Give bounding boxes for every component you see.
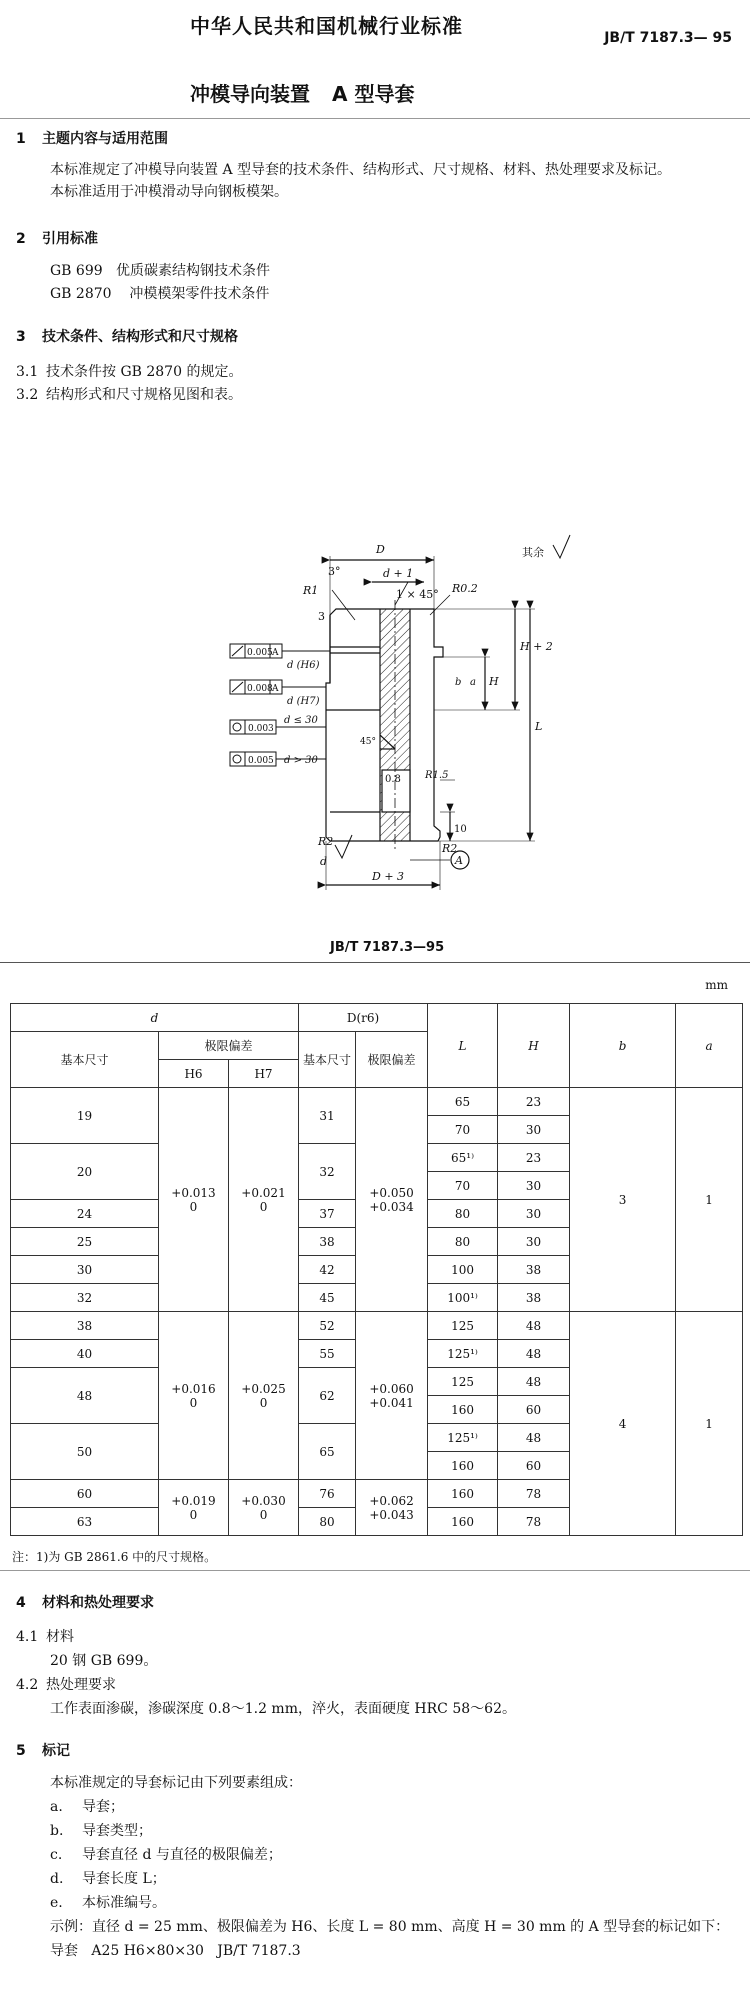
- cell-L: 125¹⁾: [428, 1340, 498, 1368]
- dim-R0-2: R0.2: [452, 582, 478, 595]
- clause-number: 3.1: [16, 364, 39, 380]
- cell-H6-group2: +0.016 0: [159, 1312, 229, 1480]
- section-5-heading: [16, 1740, 70, 1760]
- cell-D: 52: [299, 1312, 356, 1340]
- clause-text: 结构形式和尺寸规格见图和表。: [46, 387, 242, 403]
- cell-d: 40: [11, 1340, 159, 1368]
- reference-gb699: GB 699 优质碳素结构钢技术条件: [50, 263, 270, 279]
- item-text: 本标准编号。: [82, 1895, 166, 1911]
- cell-H: 48: [498, 1368, 570, 1396]
- table-note: 注：1)为 GB 2861.6 中的尺寸规格。: [12, 1550, 217, 1564]
- clause-text: 技术条件按 GB 2870 的规定。: [46, 364, 243, 380]
- standard-header-title: 中华人民共和国机械行业标准: [190, 14, 463, 38]
- section-number: 5: [16, 1743, 26, 1759]
- cell-H: 30: [498, 1200, 570, 1228]
- cell-L: 80: [428, 1200, 498, 1228]
- cell-L: 80: [428, 1228, 498, 1256]
- marking-intro: 本标准规定的导套标记由下列要素组成：: [50, 1775, 302, 1791]
- cell-H: 78: [498, 1508, 570, 1536]
- roughness-rest-label: 其余: [522, 546, 544, 559]
- marking-item: [50, 1892, 166, 1914]
- marking-example: 示例：直径 d = 25 mm、极限偏差为 H6、长度 L = 80 mm、高度 H = 30 mm 的 A 型导套的标记如下：: [50, 1919, 730, 1935]
- heat-treatment-spec: 工作表面渗碳，渗碳深度 0.8～1.2 mm，淬火，表面硬度 HRC 58～62。: [50, 1701, 516, 1717]
- dim-chamfer: 1 × 45°: [396, 588, 439, 601]
- tol-value-3: 0.003: [248, 724, 274, 734]
- header-a: a: [676, 1004, 743, 1088]
- cell-D: 38: [299, 1228, 356, 1256]
- section-1-para-1: 本标准规定了冲模导向装置 A 型导套的技术条件、结构形式、尺寸规格、材料、热处理要求及标记。: [50, 162, 672, 178]
- item-key: e.: [50, 1895, 63, 1911]
- cell-H: 23: [498, 1088, 570, 1116]
- item-text: 导套长度 L；: [82, 1871, 166, 1887]
- item-text: 导套类型；: [82, 1823, 152, 1839]
- marking-item: [50, 1820, 152, 1842]
- cell-L: 125: [428, 1368, 498, 1396]
- cell-Dlim-group3: +0.062 +0.043: [356, 1480, 428, 1536]
- dim-d-plus-1: d + 1: [383, 567, 414, 580]
- note-divider: [0, 1570, 750, 1571]
- section-title: 材料和热处理要求: [42, 1595, 154, 1611]
- section-number: 3: [16, 329, 26, 345]
- dim-R2-right: R2: [442, 842, 458, 855]
- section-title: 标记: [42, 1743, 70, 1759]
- cell-D: 37: [299, 1200, 356, 1228]
- cell-H: 30: [498, 1228, 570, 1256]
- item-key: a.: [50, 1799, 63, 1815]
- section-title: 主题内容与适用范围: [42, 131, 168, 147]
- table-title: JB/T 7187.3—95: [330, 940, 445, 955]
- cell-D: 62: [299, 1368, 356, 1424]
- cell-H: 60: [498, 1452, 570, 1480]
- tol-datum-2: A: [272, 684, 279, 694]
- tol-datum-1: A: [272, 648, 279, 658]
- dim-0-8: 0.8: [385, 774, 401, 785]
- section-2-heading: [16, 228, 98, 248]
- cell-d: 24: [11, 1200, 159, 1228]
- dim-R1: R1: [303, 584, 319, 597]
- label-d-gt-30: d > 30: [284, 755, 318, 766]
- cell-H: 78: [498, 1480, 570, 1508]
- clause-number: 4.2: [16, 1677, 39, 1693]
- cell-d: 19: [11, 1088, 159, 1144]
- item-key: b.: [50, 1823, 64, 1839]
- section-4-heading: [16, 1592, 154, 1612]
- clause-number: 3.2: [16, 387, 39, 403]
- clause-text: 热处理要求: [46, 1677, 116, 1693]
- marking-designation: 导套 A25 H6×80×30 JB/T 7187.3: [50, 1943, 301, 1959]
- cell-d: 63: [11, 1508, 159, 1536]
- cell-L: 160: [428, 1480, 498, 1508]
- dimension-table: [10, 1003, 743, 1536]
- section-1-para-2: 本标准适用于冲模滑动导向钢板模架。: [50, 184, 288, 200]
- header-D-basic-size: 基本尺寸: [299, 1032, 356, 1088]
- clause-4-1: [16, 1626, 74, 1648]
- cell-d: 30: [11, 1256, 159, 1284]
- cell-D: 45: [299, 1284, 356, 1312]
- cell-D: 31: [299, 1088, 356, 1144]
- header-d: d: [11, 1004, 299, 1032]
- table-row: [11, 1088, 743, 1116]
- dim-D-plus-3: D + 3: [372, 870, 405, 883]
- label-d-H6: d (H6): [287, 660, 320, 671]
- dim-H-plus-2: H + 2: [520, 640, 553, 653]
- header-H6: H6: [159, 1060, 229, 1088]
- cell-H6-group3: +0.019 0: [159, 1480, 229, 1536]
- dim-10: 10: [454, 824, 467, 835]
- cell-L: 65¹⁾: [428, 1144, 498, 1172]
- cell-H: 23: [498, 1144, 570, 1172]
- section-1-heading: [16, 128, 168, 148]
- dim-R2-left: R2: [318, 835, 334, 848]
- clause-3-1: [16, 361, 242, 383]
- document-title: [190, 78, 414, 107]
- dim-R1-5: R1.5: [425, 770, 449, 781]
- section-3-heading: [16, 326, 238, 346]
- cell-L: 70: [428, 1116, 498, 1144]
- cell-D: 80: [299, 1508, 356, 1536]
- cell-H: 48: [498, 1312, 570, 1340]
- section-number: 4: [16, 1595, 26, 1611]
- table-unit: mm: [705, 978, 728, 992]
- header-H: H: [498, 1004, 570, 1088]
- cell-H6-group1: +0.013 0: [159, 1088, 229, 1312]
- cell-b-group1: 3: [570, 1088, 676, 1312]
- dim-L: L: [535, 720, 543, 733]
- title-part1: 冲模导向装置: [190, 82, 310, 106]
- cell-H: 38: [498, 1284, 570, 1312]
- dim-3: 3: [318, 610, 325, 623]
- cell-L: 100¹⁾: [428, 1284, 498, 1312]
- cell-H: 38: [498, 1256, 570, 1284]
- cell-L: 70: [428, 1172, 498, 1200]
- reference-gb2870: GB 2870 冲模模架零件技术条件: [50, 286, 270, 302]
- cell-d: 48: [11, 1368, 159, 1424]
- cell-D: 76: [299, 1480, 356, 1508]
- cell-d: 38: [11, 1312, 159, 1340]
- marking-item: [50, 1844, 282, 1866]
- standard-code: JB/T 7187.3— 95: [604, 30, 732, 46]
- clause-number: 4.1: [16, 1629, 39, 1645]
- header-D-r6: D(r6): [299, 1004, 428, 1032]
- cell-H7-group1: +0.021 0: [229, 1088, 299, 1312]
- tol-value-1: 0.005: [247, 648, 273, 658]
- clause-4-2: [16, 1674, 116, 1696]
- cell-D: 32: [299, 1144, 356, 1200]
- item-text: 导套；: [82, 1799, 124, 1815]
- guide-sleeve-drawing: [0, 520, 750, 900]
- cell-d: 20: [11, 1144, 159, 1200]
- header-L: L: [428, 1004, 498, 1088]
- cell-H7-group2: +0.025 0: [229, 1312, 299, 1480]
- cell-Dlim-group2: +0.060 +0.041: [356, 1312, 428, 1480]
- cell-H7-group3: +0.030 0: [229, 1480, 299, 1536]
- clause-3-2: [16, 384, 242, 406]
- cell-L: 160: [428, 1452, 498, 1480]
- cell-D: 65: [299, 1424, 356, 1480]
- dim-angle-3: 3°: [328, 565, 341, 578]
- table-divider: [0, 962, 750, 963]
- marking-item: [50, 1868, 166, 1890]
- cell-d: 60: [11, 1480, 159, 1508]
- cell-L: 160: [428, 1396, 498, 1424]
- cell-L: 100: [428, 1256, 498, 1284]
- datum-A: A: [455, 854, 463, 867]
- cell-d: 32: [11, 1284, 159, 1312]
- cell-H: 48: [498, 1340, 570, 1368]
- cell-a-group2: 1: [676, 1312, 743, 1536]
- title-part2: A 型导套: [332, 82, 415, 106]
- header-b: b: [570, 1004, 676, 1088]
- cell-H: 30: [498, 1116, 570, 1144]
- cell-a-group1: 1: [676, 1088, 743, 1312]
- item-text: 导套直径 d 与直径的极限偏差；: [82, 1847, 282, 1863]
- clause-text: 材料: [46, 1629, 74, 1645]
- dim-D: D: [376, 543, 385, 556]
- material-spec: 20 钢 GB 699。: [50, 1653, 158, 1669]
- cell-D: 42: [299, 1256, 356, 1284]
- dim-b: b: [455, 677, 462, 688]
- cell-d: 50: [11, 1424, 159, 1480]
- dim-45deg: 45°: [360, 737, 376, 747]
- section-number: 2: [16, 231, 26, 247]
- section-title: 引用标准: [42, 231, 98, 247]
- section-title: 技术条件、结构形式和尺寸规格: [42, 329, 238, 345]
- cell-L: 125¹⁾: [428, 1424, 498, 1452]
- cell-H: 48: [498, 1424, 570, 1452]
- cell-H: 30: [498, 1172, 570, 1200]
- tol-value-4: 0.005: [248, 756, 274, 766]
- header-basic-size: 基本尺寸: [11, 1032, 159, 1088]
- dim-d-bottom: d: [320, 855, 328, 868]
- cell-L: 65: [428, 1088, 498, 1116]
- cell-D: 55: [299, 1340, 356, 1368]
- tol-value-2: 0.008: [247, 684, 273, 694]
- cell-H: 60: [498, 1396, 570, 1424]
- label-d-le-30: d ≤ 30: [284, 715, 318, 726]
- cell-b-group2: 4: [570, 1312, 676, 1536]
- marking-item: [50, 1796, 124, 1818]
- header-H7: H7: [229, 1060, 299, 1088]
- dim-H: H: [489, 675, 499, 688]
- cell-Dlim-group1: +0.050 +0.034: [356, 1088, 428, 1312]
- cell-L: 125: [428, 1312, 498, 1340]
- dim-a: a: [470, 677, 476, 688]
- header-limit-deviation: 极限偏差: [159, 1032, 299, 1060]
- cell-d: 25: [11, 1228, 159, 1256]
- header-divider: [0, 118, 750, 119]
- cell-L: 160: [428, 1508, 498, 1536]
- item-key: d.: [50, 1871, 64, 1887]
- item-key: c.: [50, 1847, 63, 1863]
- label-d-H7: d (H7): [287, 696, 320, 707]
- section-number: 1: [16, 131, 26, 147]
- header-D-limit-deviation: 极限偏差: [356, 1032, 428, 1088]
